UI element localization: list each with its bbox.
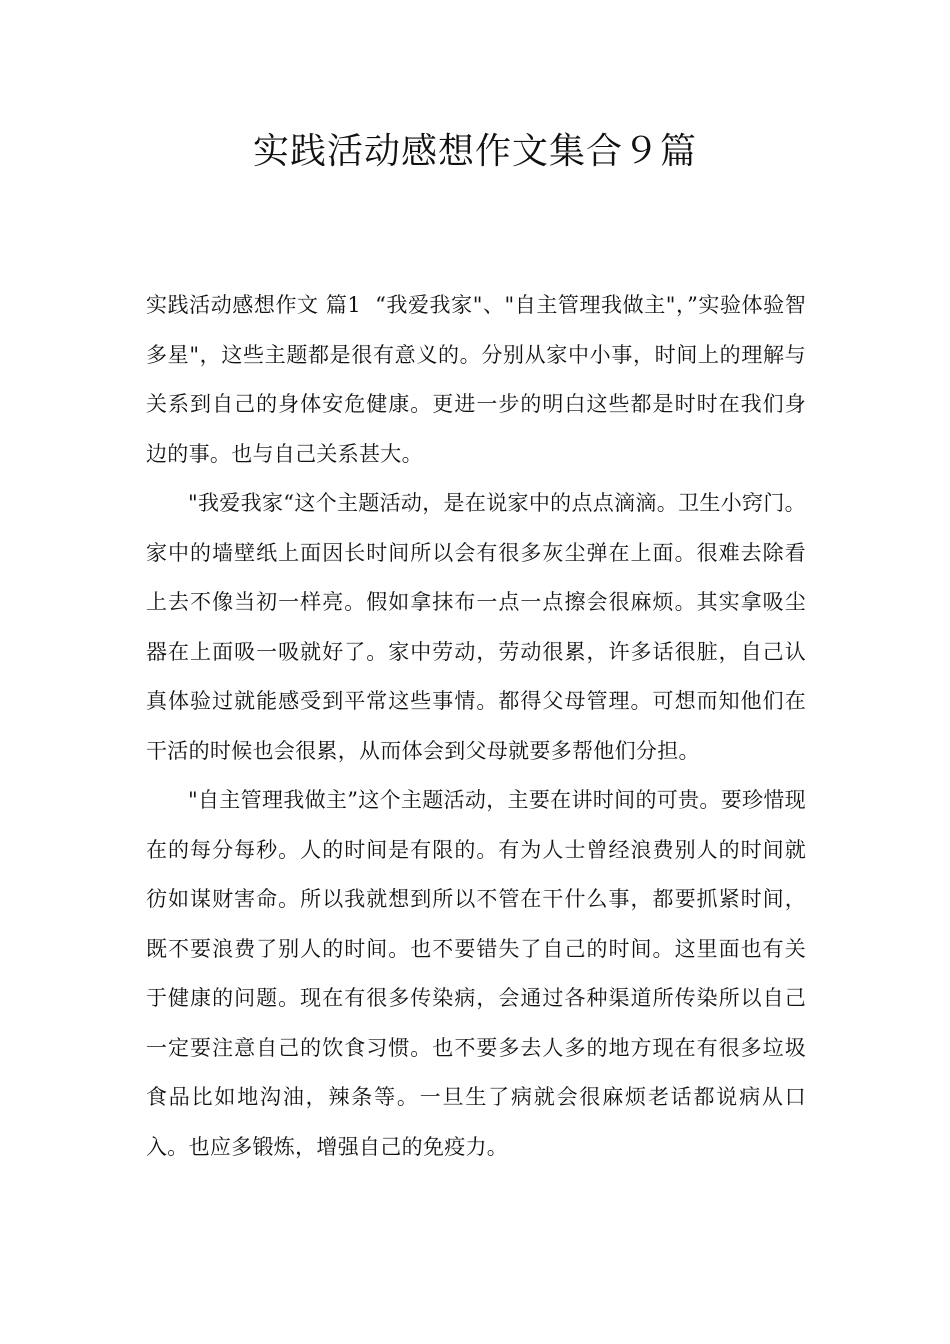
paragraph-1-text: “我爱我家"、"自主管理我做主"，”实验体验智多星"，这些主题都是很有意义的。分别从家中小事，时间上的理解与关系到自己的身体安危健康。更进一步的明白这些都是时时在我们身边的事。也与自己关系甚大。	[146, 293, 806, 466]
document-body	[146, 281, 806, 1172]
paragraph-1	[146, 281, 806, 479]
paragraph-2: "我爱我家“这个主题活动，是在说家中的点点滴滴。卫生小窍门。家中的墙壁纸上面因长时间所以会有很多灰尘弹在上面。很难去除看上去不像当初一样亮。假如拿抹布一点一点擦会很麻烦。其实拿吸尘器在上面吸一吸就好了。家中劳动，劳动很累，许多话很脏，自己认真体验过就能感受到平常这些事情。都得父母管理。可想而知他们在干活的时候也会很累，从而体会到父母就要多帮他们分担。	[146, 491, 806, 763]
document-title: 实践活动感想作文集合９篇	[252, 131, 697, 172]
section-label: 实践活动感想作文 篇1	[146, 293, 362, 317]
paragraph-3: "自主管理我做主”这个主题活动，主要在讲时间的可贵。要珍惜现在的每分每秒。人的时间是有限的。有为人士曾经浪费别人的时间就彷如谋财害命。所以我就想到所以不管在干什么事，都要抓紧时间，既不要浪费了别人的时间。也不要错失了自己的时间。这里面也有关于健康的问题。现在有很多传染病，会通过各种渠道所传染所以自己一定要注意自己的饮食习惯。也不要多去人多的地方现在有很多垃圾食品比如地沟油，辣条等。一旦生了病就会很麻烦老话都说病从口入。也应多锻炼，增强自己的免疫力。	[146, 788, 806, 1159]
